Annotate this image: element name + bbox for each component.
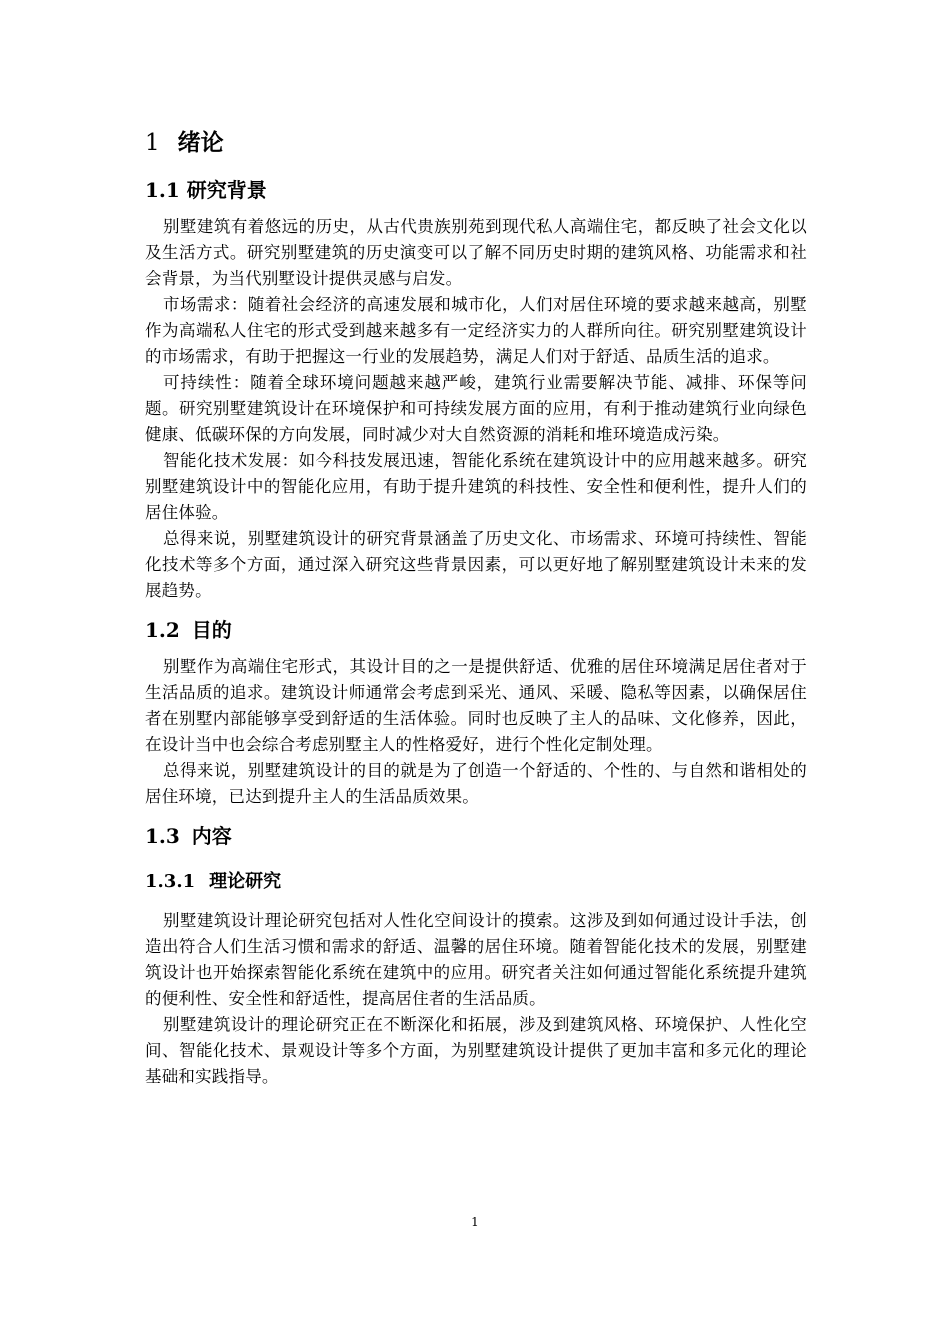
section-number: 1.3	[145, 824, 180, 848]
paragraph: 智能化技术发展：如今科技发展迅速，智能化系统在建筑设计中的应用越来越多。研究别墅建筑设计中的智能化应用，有助于提升建筑的科技性、安全性和便利性，提升人们的居住体验。	[145, 451, 807, 522]
section-heading	[145, 610, 807, 650]
subsection-number: 1.3.1	[145, 871, 196, 892]
paragraph: 别墅建筑设计理论研究包括对人性化空间设计的摸索。这涉及到如何通过设计手法，创造出符合人们生活习惯和需求的舒适、温馨的居住环境。随着智能化技术的发展，别墅建筑设计也开始探索智能化系统在建筑中的应用。研究者关注如何通过智能化系统提升建筑的便利性、安全性和舒适性，提高居住者的生活品质。	[145, 911, 807, 1008]
page-content	[145, 118, 807, 1090]
section-title: 目的	[191, 618, 232, 642]
section-heading	[145, 816, 807, 856]
chapter-title: 绪论	[177, 129, 224, 156]
chapter-heading	[145, 118, 807, 168]
page-number: 1	[471, 1215, 479, 1229]
paragraph: 总得来说，别墅建筑设计的目的就是为了创造一个舒适的、个性的、与自然和谐相处的居住环境，已达到提升主人的生活品质效果。	[145, 761, 807, 806]
section-number: 1.2	[145, 618, 180, 642]
paragraph: 别墅建筑有着悠远的历史，从古代贵族别苑到现代私人高端住宅，都反映了社会文化以及生活方式。研究别墅建筑的历史演变可以了解不同历史时期的建筑风格、功能需求和社会背景，为当代别墅设计提供灵感与启发。	[145, 217, 807, 288]
paragraph: 别墅作为高端住宅形式，其设计目的之一是提供舒适、优雅的居住环境满足居住者对于生活品质的追求。建筑设计师通常会考虑到采光、通风、采暖、隐私等因素，以确保居住者在别墅内部能够享受到舒适的生活体验。同时也反映了主人的品味、文化修养，因此，在设计当中也会综合考虑别墅主人的性格爱好，进行个性化定制处理。	[145, 657, 807, 754]
section-title: 研究背景	[186, 178, 267, 202]
subsection-heading	[145, 862, 807, 902]
section-number: 1.1	[145, 178, 180, 202]
paragraph: 总得来说，别墅建筑设计的研究背景涵盖了历史文化、市场需求、环境可持续性、智能化技术等多个方面，通过深入研究这些背景因素，可以更好地了解别墅建筑设计未来的发展趋势。	[145, 529, 807, 600]
subsection-title: 理论研究	[209, 871, 282, 892]
section-title: 内容	[191, 824, 232, 848]
section-heading	[145, 170, 807, 210]
paragraph: 可持续性：随着全球环境问题越来越严峻，建筑行业需要解决节能、减排、环保等问题。研究别墅建筑设计在环境保护和可持续发展方面的应用，有利于推动建筑行业向绿色健康、低碳环保的方向发展，同时减少对大自然资源的消耗和堆环境造成污染。	[145, 373, 807, 444]
chapter-number: 1	[145, 130, 160, 156]
paragraph: 市场需求：随着社会经济的高速发展和城市化，人们对居住环境的要求越来越高，别墅作为高端私人住宅的形式受到越来越多有一定经济实力的人群所向往。研究别墅建筑设计的市场需求，有助于把握这一行业的发展趋势，满足人们对于舒适、品质生活的追求。	[145, 295, 807, 366]
paragraph: 别墅建筑设计的理论研究正在不断深化和拓展，涉及到建筑风格、环境保护、人性化空间、智能化技术、景观设计等多个方面，为别墅建筑设计提供了更加丰富和多元化的理论基础和实践指导。	[145, 1015, 807, 1086]
